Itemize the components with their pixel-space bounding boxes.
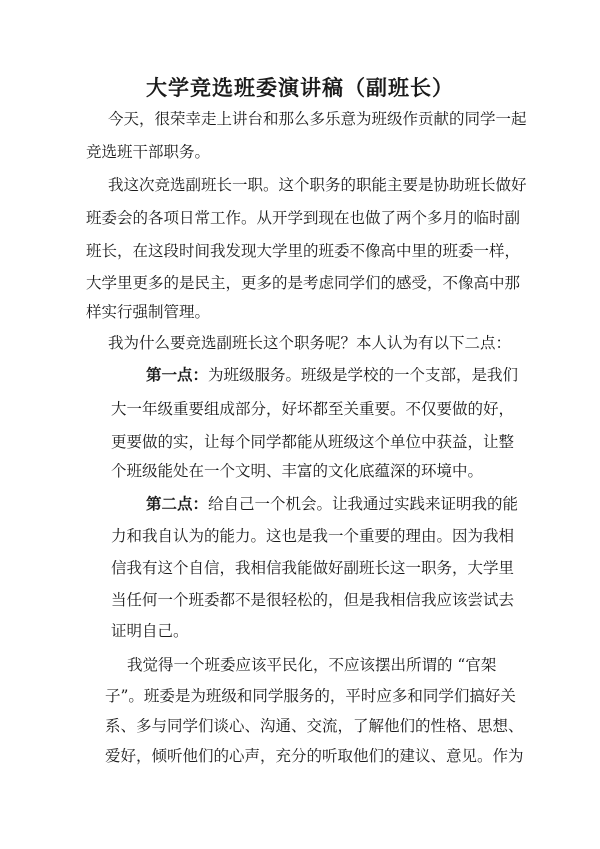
paragraph-line: 样实行强制管理。 <box>86 303 211 321</box>
paragraph-line: 子”。班委是为班级和同学服务的，平时应多和同学们搞好关 <box>105 687 516 705</box>
point-two-label: 第二点： <box>146 494 209 513</box>
point-one-line <box>146 364 518 386</box>
paragraph-line: 班委会的各项日常工作。从开学到现在也做了两个多月的临时副 <box>86 209 521 227</box>
point-two-text: 给自己一个机会。让我通过实践来证明我的能 <box>208 495 519 513</box>
paragraph-line: 大一年级重要组成部分，好坏都至关重要。不仅要做的好， <box>111 400 515 418</box>
paragraph-line: 信我有这个自信，我相信我能做好副班长这一职务，大学里 <box>111 559 515 577</box>
paragraph-line: 证明自己。 <box>111 622 189 640</box>
point-two-line <box>146 493 518 515</box>
paragraph-line: 竞选班干部职务。 <box>86 143 211 161</box>
paragraph-line: 班长，在这段时间我发现大学里的班委不像高中里的班委一样， <box>86 242 521 260</box>
point-one-label: 第一点： <box>146 365 209 384</box>
point-one-text: 为班级服务。班级是学校的一个支部，是我们 <box>208 366 519 384</box>
paragraph-line: 大学里更多的是民主，更多的是考虑同学们的感受，不像高中那 <box>86 274 521 292</box>
document-title: 大学竞选班委演讲稿（副班长） <box>146 75 454 100</box>
paragraph-line: 力和我自认为的能力。这也是我一个重要的理由。因为我相 <box>111 527 515 545</box>
paragraph-line: 当任何一个班委都不是很轻松的，但是我相信我应该尝试去 <box>111 591 515 609</box>
paragraph-line: 更要做的实，让每个同学都能从班级这个单位中获益，让整 <box>111 433 515 451</box>
paragraph-line: 爱好，倾听他们的心声，充分的听取他们的建议、意见。作为 <box>105 747 524 765</box>
paragraph-line: 今天，很荣幸走上讲台和那么多乐意为班级作贡献的同学一起 <box>108 110 527 128</box>
paragraph-line: 个班级能处在一个文明、丰富的文化底蕴深的环境中。 <box>111 462 484 480</box>
paragraph-line: 系、多与同学们谈心、沟通、交流，了解他们的性格、思想、 <box>105 717 524 735</box>
paragraph-line: 我觉得一个班委应该平民化，不应该摆出所谓的 “官架 <box>127 656 497 674</box>
paragraph-line: 我这次竞选副班长一职。这个职务的职能主要是协助班长做好 <box>108 176 527 194</box>
paragraph-line: 我为什么要竞选副班长这个职务呢？本人认为有以下二点： <box>108 334 512 352</box>
